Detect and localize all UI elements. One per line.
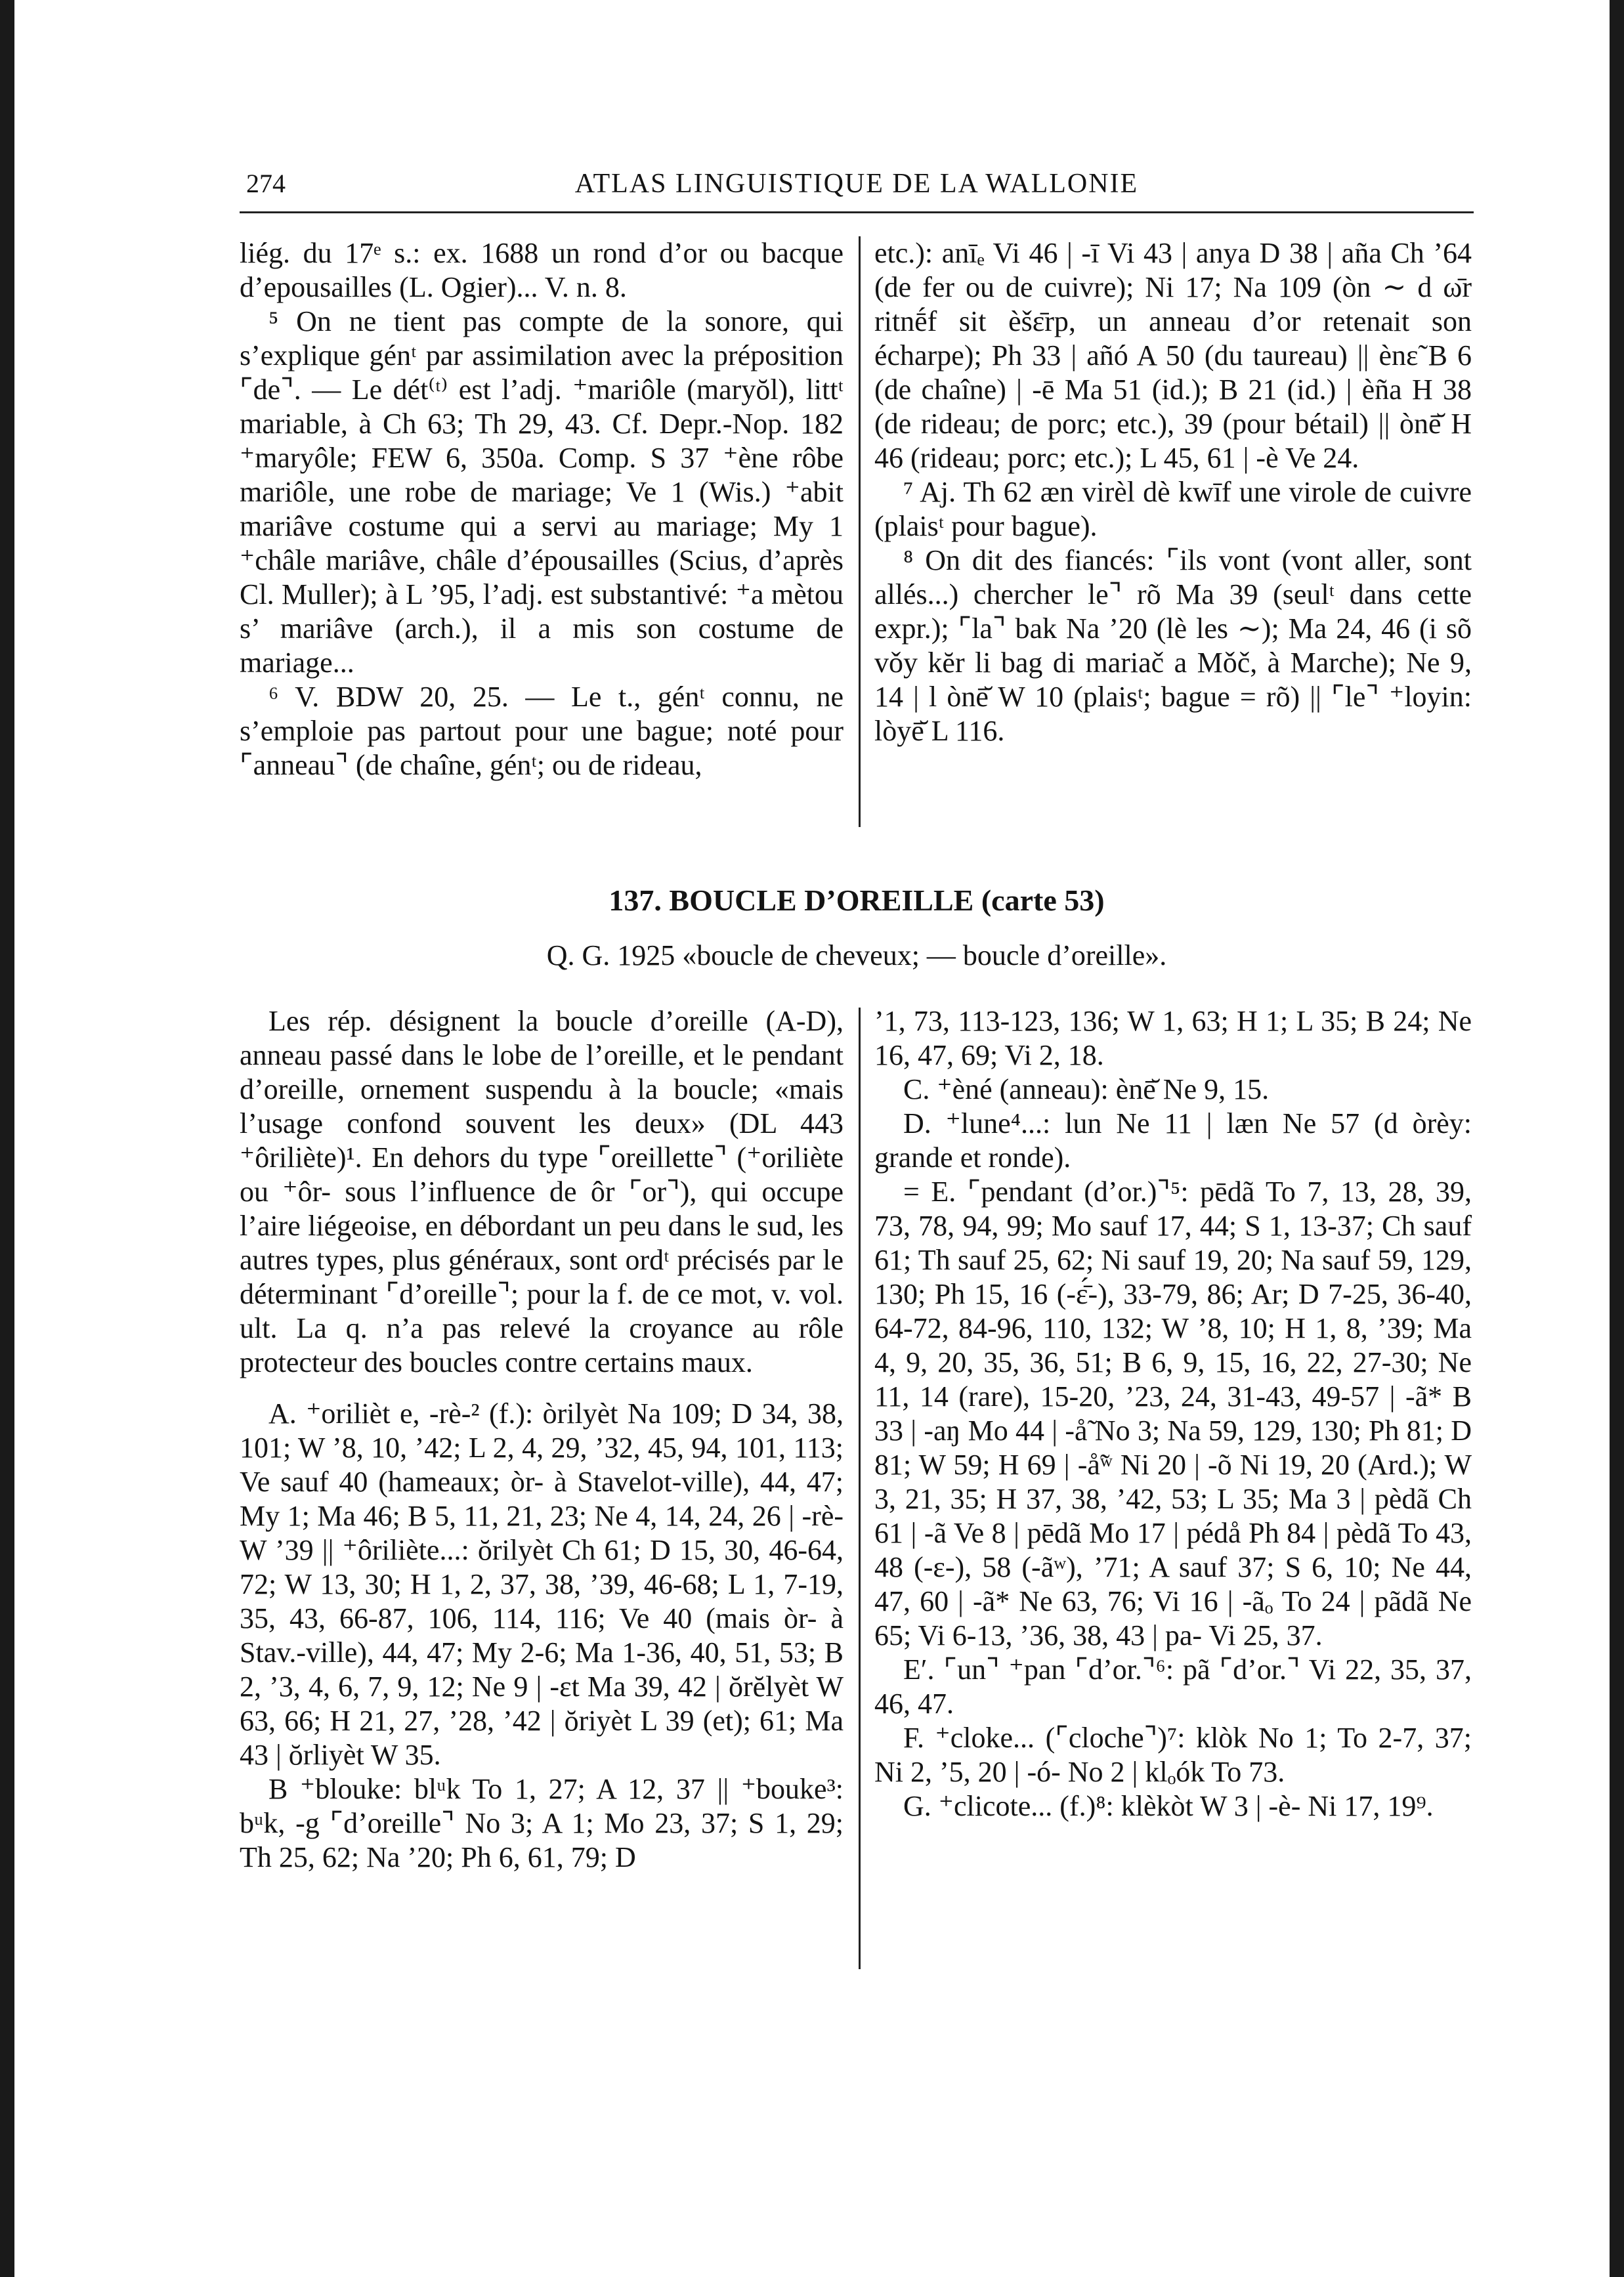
footnote-7: ⁷ Aj. Th 62 æn virèl dè kwīf une virole de cuivre (plaisᵗ pour bague). xyxy=(874,476,1472,542)
section-subtitle: Q. G. 1925 «boucle de cheveux; — boucle d’oreille». xyxy=(546,939,1167,971)
footnote-paragraph: liég. du 17ᵉ s.: ex. 1688 un rond d’or ou bacque d’epousailles (L. Ogier)... V. n. 8. xyxy=(240,237,844,303)
column-divider xyxy=(859,1008,861,1969)
entry-b-continued: ’1, 73, 113-123, 136; W 1, 63; H 1; L 35; B 24; Ne 16, 47, 69; Vi 2, 18. xyxy=(874,1005,1472,1071)
entry-e: = E. ⌜pendant (d’or.)⌝⁵: pēdã To 7, 13, 28, 39, 73, 78, 94, 99; Mo sauf 17, 44; S 1, 13-37; Ch sauf 61; Th sauf 25, 62; Ni sauf 19, 20; Na sauf 59, 129, 130; Ph 15, 16 (-ε̄́-), 33-79, 86; Ar; D 7-25, 36-40, 64-72, 84-96, 110, 132; W ’8, 10; H 1, 8, ’39; Ma 4, 9, 20, 35, 36, 51; B 6, 9, 15, 16, 22, 27-30; Ne 11, 14 (rare), 15-20, ’23, 24, 31-43, 49-57 | -ã* B 33 | -aŋ Mo 44 | -å̃ No 3; Na 59, 129, 130; Ph 81; D 81; W 59; H 69 | -å̃ʷ Ni 20 | -õ Ni 19, 20 (Ard.); W 3, 21, 35; H 37, 38, ’42, 53; L 35; Ma 3 | pèdã Ch 61 | -ã Ve 8 | pēdã Mo 17 | pédå Ph 84 | pèdã To 43, 48 (-ε-), 58 (-ãʷ), ’71; A sauf 37; S 6, 10; Ne 44, 47, 60 | -ã* Ne 63, 76; Vi 16 | -ãₒ To 24 | pãdã Ne 65; Vi 6-13, ’36, 38, 43 | pa- Vi 25, 37. xyxy=(874,1176,1472,1651)
running-header xyxy=(240,164,1474,203)
footnotes-left-column xyxy=(240,236,844,782)
page-number: 274 xyxy=(246,169,286,198)
entry-g: G. ⁺clicote... (f.)⁸: klèkòt W 3 | -è- Ni 17, 19⁹. xyxy=(903,1790,1434,1822)
intro-paragraph: Les rép. désignent la boucle d’oreille (A-D), anneau passé dans le lobe de l’oreille, et le pendant d’oreille, ornement suspendu à la boucle; «mais l’usage confond souvent les deux» (DL 443 ⁺ôriliète)¹. En dehors du type ⌜oreillette⌝ (⁺oriliète ou ⁺ôr- sous l’influence de ôr ⌜or⌝), qui occupe l’aire liégeoise, en débordant un peu dans le sud, les autres types, plus généraux, sont ordᵗ précisés par le déterminant ⌜d’oreille⌝; pour la f. de ce mot, v. vol. ult. La q. n’a pas relevé la croyance au rôle protecteur des boucles contre certains maux. xyxy=(240,1005,844,1378)
running-title: ATLAS LINGUISTIQUE DE LA WALLONIE xyxy=(574,169,1139,199)
footnote-5: ⁵ On ne tient pas compte de la sonore, qui s’explique génᵗ par assimilation avec la préposition ⌜de⌝. — Le dét⁽ᵗ⁾ est l’adj. ⁺mariôle (maryŏl), littᵗ mariable, à Ch 63; Th 29, 43. Cf. Depr.-Nop. 182 ⁺maryôle; FEW 6, 350a. Comp. S 37 ⁺ène rôbe mariôle, une robe de mariage; Ve 1 (Wis.) ⁺abit mariâve costume qui a servi au mariage; My 1 ⁺châle mariâve, châle d’épousailles (Scius, d’après Cl. Muller); à L ’95, l’adj. est substantivé: ⁺a mètou s’ mariâve (arch.), il a mis son costume de mariage... xyxy=(240,305,844,679)
column-divider xyxy=(859,236,861,827)
header-rule xyxy=(240,211,1474,213)
section-title: 137. BOUCLE D’OREILLE (carte 53) xyxy=(609,883,1105,917)
footnote-8: ⁸ On dit des fiancés: ⌜ils vont (vont aller, sont allés...) chercher le⌝ rõ Ma 39 (seulᵗ dans cette expr.); ⌜la⌝ bak Na ’20 (lè les ∼); Ma 24, 46 (i sõ vǒy kĕr li bag di mariač a Mǒč, à Marche); Ne 9, 14 | l ònē̆ W 10 (plaisᵗ; bague = rõ) || ⌜le⌝ ⁺loyin: lòyē̆ L 116. xyxy=(874,544,1472,747)
entry-c: C. ⁺èné (anneau): ènē̆ Ne 9, 15. xyxy=(903,1073,1270,1105)
footnote-6: ⁶ V. BDW 20, 25. — Le t., génᵗ connu, ne s’emploie pas partout pour une bague; noté pour ⌜anneau⌝ (de chaîne, génᵗ; ou de rideau, xyxy=(240,681,844,781)
right-page-edge xyxy=(1610,0,1624,2277)
entry-d: D. ⁺lune⁴...: lun Ne 11 | læn Ne 57 (d òrèy: grande et ronde). xyxy=(874,1107,1472,1174)
footnotes-right-column xyxy=(874,236,1472,748)
entry-a: A. ⁺orilièt e, -rè-² (f.): òrilyèt Na 109; D 34, 38, 101; W ’8, 10, ’42; L 2, 4, 29, ’32, 45, 94, 101, 113; Ve sauf 40 (hameaux; òr- à Stavelot-ville), 44, 47; My 1; Ma 46; B 5, 11, 21, 23; Ne 4, 14, 24, 26 | -rè- W ’39 || ⁺ôriliète...: ŏrilyèt Ch 61; D 15, 30, 46-64, 72; W 13, 30; H 1, 2, 37, 38, ’39, 46-68; L 1, 7-19, 35, 43, 66-87, 106, 114, 116; Ve 40 (mais òr- à Stav.-ville), 44, 47; My 2-6; Ma 1-36, 40, 51, 53; B 2, ’3, 4, 6, 7, 9, 12; Ne 9 | -εt Ma 39, 42 | ŏrĕlyèt W 63, 66; H 21, 27, ’28, ’42 | ŏriyèt L 39 (et); 61; Ma 43 | ŏrliyèt W 35. xyxy=(240,1397,844,1771)
body-right-column xyxy=(874,1004,1472,1823)
body-left-column xyxy=(240,1004,844,1875)
left-page-edge xyxy=(0,0,14,2277)
entry-e-prime: E′. ⌜un⌝ ⁺pan ⌜d’or.⌝⁶: pã ⌜d’or.⌝ Vi 22, 35, 37, 46, 47. xyxy=(874,1653,1472,1720)
entry-b: B ⁺blouke: blᵘk To 1, 27; A 12, 37 || ⁺bouke³: bᵘk, -g ⌜d’oreille⌝ No 3; A 1; Mo 23, 37; S 1, 29; Th 25, 62; Na ’20; Ph 6, 61, 79; D xyxy=(240,1773,844,1873)
entry-f: F. ⁺cloke... (⌜cloche⌝)⁷: klòk No 1; To 2-7, 37; Ni 2, ’5, 20 | -ó- No 2 | klₒók To 73. xyxy=(874,1722,1472,1788)
footnote-paragraph: etc.): anīₑ Vi 46 | -ī Vi 43 | anya D 38 | aña Ch ’64 (de fer ou de cuivre); Ni 17; Na 109 (òn ∼ d ω̄r ritnḗf sit èšε̄rp, un anneau d’or retenait son écharpe); Ph 33 | añó A 50 (du taureau) || ènε̃ B 6 (de chaîne) | -ē Ma 51 (id.); B 21 (id.) | èña H 38 (de rideau; de porc; etc.), 39 (pour bétail) || ònē̆ H 46 (rideau; porc; etc.); L 45, 61 | -è Ve 24. xyxy=(874,237,1472,474)
